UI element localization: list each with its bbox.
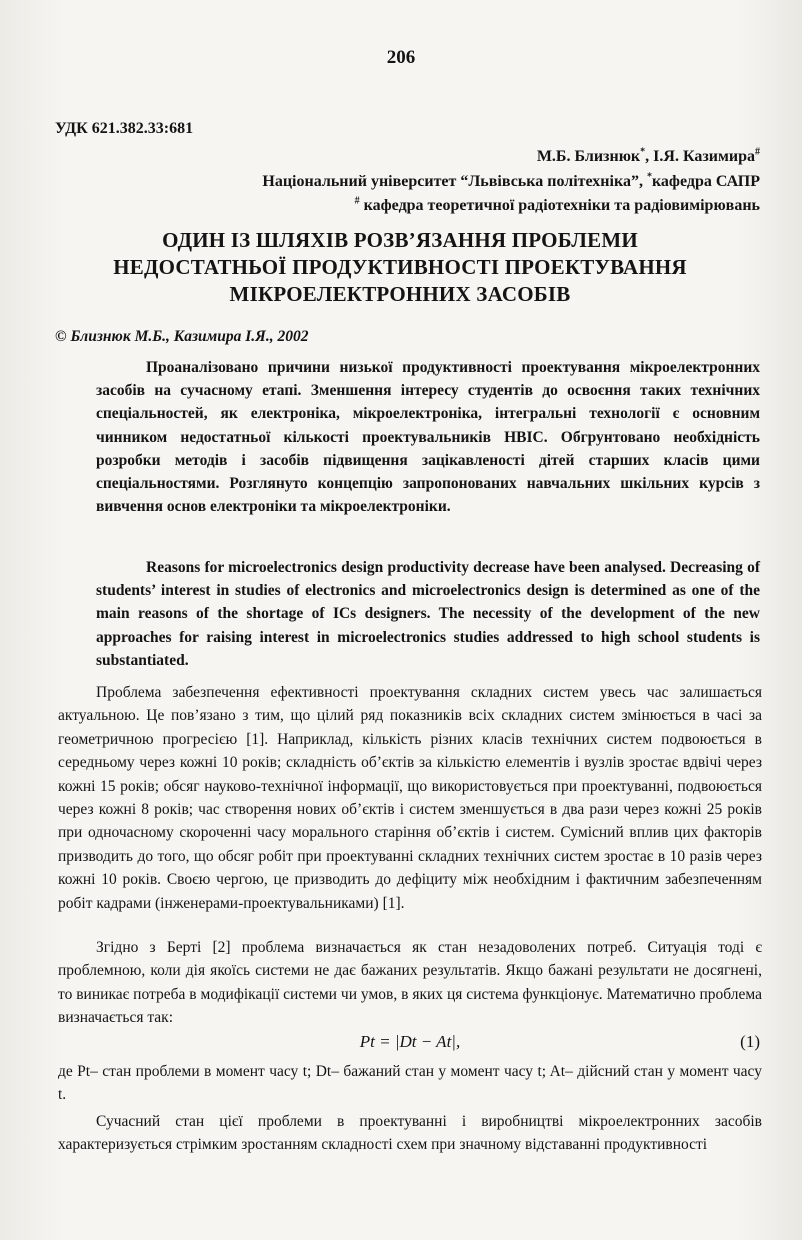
equation-number: (1)	[740, 1032, 760, 1051]
title-line-3: МІКРОЕЛЕКТРОННИХ ЗАСОБІВ	[229, 282, 571, 306]
affiliation-1-mark: *	[646, 171, 652, 183]
body-paragraph-1: Проблема забезпечення ефективності проектування складних систем увесь час залишається актуальною. Це пов’язано з тим, що цілий ряд показників всіх складних систем змінюється в часі за геометричною прогресією [1]. Наприклад, кількість різних класів технічних систем подвоюється в середньому через кожні 10 років; складність об’єктів за кількістю елементів і вузлів зростає вдвічі через кожні 15 років; обсяг науково-технічної інформації, що використовується при проектуванні, подвоюється через кожні 8 років; час створення нових об’єктів і систем зменшується в два рази через кожні 25 років при одночасному скороченні часу морального старіння об’єктів і систем. Сумісний вплив цих факторів призводить до того, що обсяг робіт при проектуванні складних технічних систем зростає в 10 разів через кожні 10 років. Своєю чергою, це призводить до дефіциту між необхідним і фактичним забезпеченням робіт кадрами (інженерами-проектувальниками) [1].	[58, 684, 762, 912]
author-1: М.Б. Близнюк	[536, 148, 641, 165]
affiliation-line-2	[355, 197, 760, 215]
affiliation-2-mark: #	[354, 195, 360, 207]
copyright-line: © Близнюк М.Б., Казимира І.Я., 2002	[55, 328, 309, 345]
author-separator: ,	[645, 148, 654, 165]
author-2: І.Я. Казимира	[653, 148, 755, 165]
page-number: 206	[386, 47, 416, 68]
department-2: кафедра теоретичної радіотехніки та радіовимірювань	[359, 197, 760, 214]
title-line-2: НЕДОСТАТНЬОЇ ПРОДУКТИВНОСТІ ПРОЕКТУВАННЯ	[113, 255, 687, 279]
equation-1	[58, 1032, 762, 1058]
department-1: кафедра САПР	[651, 173, 760, 190]
equation-expression: Pt = |Dt − At|,	[359, 1032, 461, 1051]
abstract-ukrainian: Проаналізовано причини низької продуктивності проектування мікроелектронних засобів на сучасному етапі. Зменшення інтересу студентів до освоєння таких технічних спеціальностей, як електроніка, мікроелектроніка, інтегральні технології є основним чинником недостатньої кількості проектувальників НВІС. Обгрунтовано необхідність розробки методів і засобів підвищення зацікавленості дітей старших класів цими спеціальностями. Розглянуто концепцію запропонованих навчальних шкільних курсів з вивчення основ електроніки та мікроелектроніки.	[96, 359, 760, 516]
author-1-mark: *	[640, 146, 646, 158]
body-paragraph-2: Згідно з Берті [2] проблема визначається як стан незадоволених потреб. Ситуація тоді є проблемною, коли дія якоїсь системи не дає бажаних результатів. Якщо бажані результати не досягнені, то виникає потреба в модифікації системи чи умов, в яких ця система функціонує. Математично проблема визначається так:	[58, 939, 762, 1027]
abstract-english: Reasons for microelectronics design productivity decrease have been analysed. Decreasing of students’ interest in studies of electronics and microelectronics design is determined as one of the main reasons of the shortage of ICs designers. The necessity of the development of the new approaches for raising interest in microelectronics studies addressed to high school students is substantiated.	[96, 559, 760, 669]
title-line-1: ОДИН ІЗ ШЛЯХІВ РОЗВ’ЯЗАННЯ ПРОБЛЕМИ	[162, 228, 638, 252]
body-paragraph-3: Сучасний стан цієї проблеми в проектуванні і виробництві мікроелектронних засобів характеризується стрімким зростанням складності схем при значному відставанні продуктивності	[58, 1113, 762, 1154]
udk-code: УДК 621.382.33:681	[55, 120, 194, 137]
affiliation-line-1	[262, 173, 760, 191]
author-2-mark: #	[755, 146, 760, 158]
authors-line	[537, 148, 760, 166]
paper-title	[40, 227, 760, 308]
university-name: Національний університет “Львівська політехніка”,	[262, 173, 647, 190]
equation-definition: де Pt– стан проблеми в момент часу t; Dt– бажаний стан у момент часу t; At– дійсний стан у момент часу t.	[58, 1063, 762, 1104]
